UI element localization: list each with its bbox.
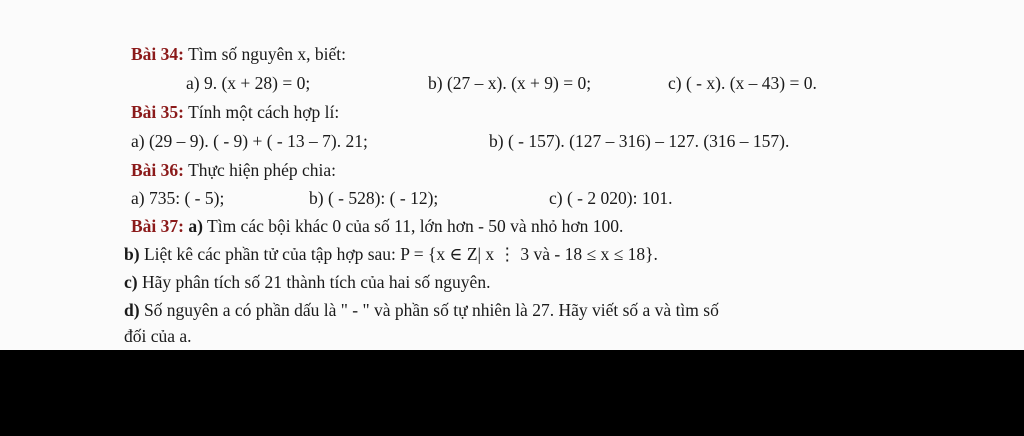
exercise-36-label: Bài 36: (131, 160, 184, 180)
exercise-36-heading (131, 160, 336, 180)
exercise-34-part-b: b) (27 – x). (x + 9) = 0; (428, 73, 592, 93)
exercise-37-label: Bài 37: (131, 216, 184, 236)
exercise-35-heading (131, 102, 339, 122)
exercise-34-title: Tìm số nguyên x, biết: (188, 44, 347, 64)
exercise-37-part-a-text: Tìm các bội khác 0 của số 11, lớn hơn - 50 và nhỏ hơn 100. (207, 216, 624, 236)
black-bottom-band (0, 350, 1024, 436)
exercise-36-part-c: c) ( - 2 020): 101. (549, 188, 673, 208)
exercise-34-heading (131, 44, 346, 64)
exercise-37-heading (131, 216, 623, 236)
exercise-37-part-b-label: b) (124, 244, 140, 264)
exercise-35-label: Bài 35: (131, 102, 184, 122)
exercise-37-part-a-label: a) (188, 216, 203, 236)
exercise-37-part-d (124, 300, 719, 320)
exercise-35-title: Tính một cách hợp lí: (188, 102, 340, 122)
exercise-34-part-a: a) 9. (x + 28) = 0; (186, 73, 311, 93)
exercise-36-part-b: b) ( - 528): ( - 12); (309, 188, 439, 208)
exercise-37-part-b-text: Liệt kê các phần tử của tập hợp sau: P = {x ∈ Z| x ⋮ 3 và - 18 ≤ x ≤ 18}. (143, 244, 658, 264)
exercise-35-part-b: b) ( - 157). (127 – 316) – 127. (316 – 157). (489, 131, 790, 151)
exercise-35-part-a: a) (29 – 9). ( - 9) + ( - 13 – 7). 21; (131, 131, 368, 151)
exercise-36-part-a: a) 735: ( - 5); (131, 188, 225, 208)
exercise-37-part-d-text: Số nguyên a có phần dấu là " - " và phần số tự nhiên là 27. Hãy viết số a và tìm số (143, 300, 719, 320)
exercise-37-part-d-continuation: đối của a. (124, 326, 192, 346)
exercise-36-title: Thực hiện phép chia: (188, 160, 337, 180)
exercise-37-part-c (124, 272, 490, 292)
exercise-37-part-c-text: Hãy phân tích số 21 thành tích của hai số nguyên. (141, 272, 491, 292)
exercise-37-part-d-label: d) (124, 300, 140, 320)
exercise-34-part-c: c) ( - x). (x – 43) = 0. (668, 73, 817, 93)
exercise-37-part-c-label: c) (124, 272, 138, 292)
exercise-37-part-b (124, 244, 658, 264)
exercise-34-label: Bài 34: (131, 44, 184, 64)
